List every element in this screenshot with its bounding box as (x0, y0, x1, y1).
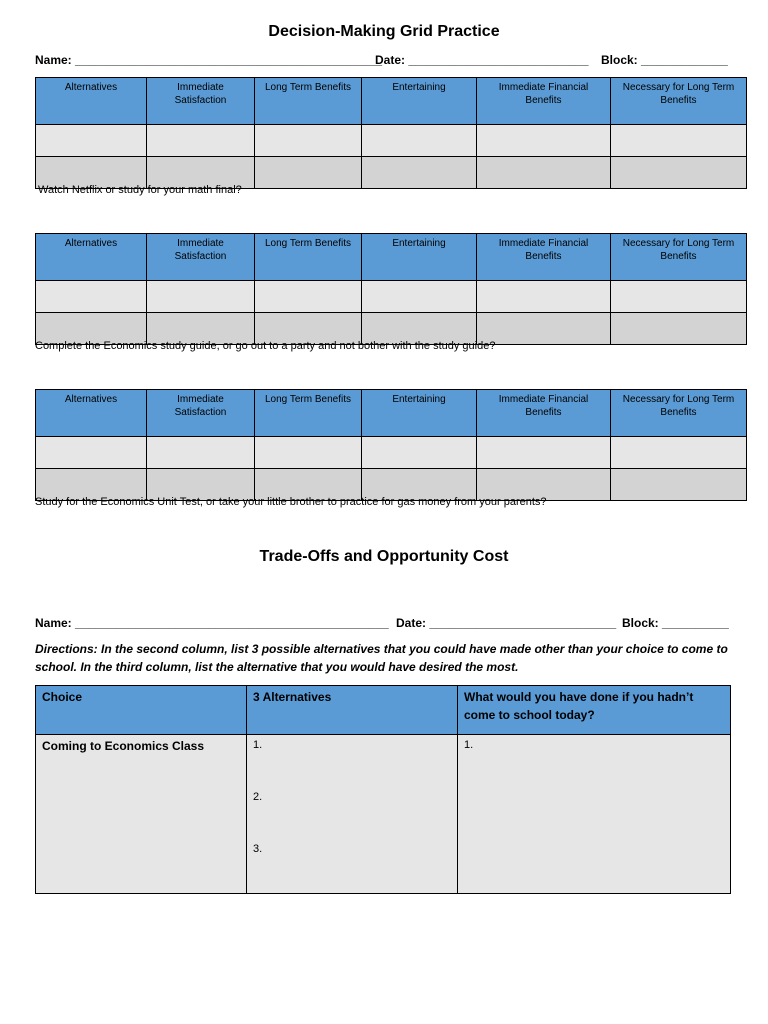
directions-text: Directions: In the second column, list 3 possible alternatives that you could have made other than your choice to come to school. In the third column, list the alternative that you would have desired the most. (35, 642, 728, 674)
grid-cell[interactable] (611, 469, 747, 501)
grid-cell[interactable] (147, 125, 255, 157)
alternative-3-number: 3. (253, 843, 263, 855)
grid-cell[interactable] (362, 281, 477, 313)
name-field[interactable]: Name: ______________________________________________ (35, 53, 383, 67)
alternative-2-number: 2. (253, 791, 263, 803)
column-header-long-term-benefits: Long Term Benefits (255, 234, 362, 281)
column-header-desired-choice: What would you have done if you hadn’t come to school today? (458, 686, 731, 735)
column-header-immediate-financial-benefits: Immediate Financial Benefits (477, 390, 611, 437)
column-header-entertaining: Entertaining (362, 78, 477, 125)
choice-cell (36, 735, 247, 894)
grid-cell[interactable] (255, 281, 362, 313)
grid-cell[interactable] (477, 313, 611, 345)
grid-cell[interactable] (255, 157, 362, 189)
desired-choice-cell[interactable] (458, 735, 731, 894)
grid-cell[interactable] (611, 157, 747, 189)
block-field[interactable]: Block: _____________ (601, 53, 728, 67)
decision-grid-1 (35, 77, 747, 189)
table-row (36, 281, 747, 313)
grid-cell[interactable] (477, 157, 611, 189)
grid-cell[interactable] (147, 281, 255, 313)
table-row (36, 735, 731, 894)
column-header-immediate-satisfaction: Immediate Satisfaction (147, 78, 255, 125)
question-3: Study for the Economics Unit Test, or take your little brother to practice for gas money from your parents? (35, 496, 547, 508)
table-row (36, 125, 747, 157)
grid-cell[interactable] (362, 437, 477, 469)
column-header-entertaining: Entertaining (362, 390, 477, 437)
grid-cell[interactable] (147, 437, 255, 469)
grid-cell[interactable] (611, 313, 747, 345)
grid-cell[interactable] (611, 125, 747, 157)
desired-number: 1. (464, 739, 474, 751)
column-header-necessary-long-term: Necessary for Long Term Benefits (611, 234, 747, 281)
column-header-long-term-benefits: Long Term Benefits (255, 78, 362, 125)
column-header-alternatives: Alternatives (36, 234, 147, 281)
column-header-immediate-financial-benefits: Immediate Financial Benefits (477, 78, 611, 125)
alternative-1-number: 1. (253, 739, 263, 751)
grid-cell[interactable] (611, 281, 747, 313)
block-field[interactable]: Block: __________ (622, 616, 729, 630)
column-header-necessary-long-term: Necessary for Long Term Benefits (611, 390, 747, 437)
grid-cell[interactable] (362, 125, 477, 157)
column-header-entertaining: Entertaining (362, 234, 477, 281)
column-header-alternatives: Alternatives (36, 78, 147, 125)
column-header-immediate-financial-benefits: Immediate Financial Benefits (477, 234, 611, 281)
grid-cell[interactable] (255, 437, 362, 469)
grid-cell[interactable] (611, 437, 747, 469)
column-header-alternatives: Alternatives (36, 390, 147, 437)
column-header-choice: Choice (36, 686, 247, 735)
date-field[interactable]: Date: ___________________________ (375, 53, 589, 67)
grid-cell[interactable] (36, 125, 147, 157)
grid-cell[interactable] (36, 437, 147, 469)
column-header-immediate-satisfaction: Immediate Satisfaction (147, 234, 255, 281)
question-2: Complete the Economics study guide, or go out to a party and not bother with the study guide? (35, 340, 496, 352)
column-header-alternatives: 3 Alternatives (247, 686, 458, 735)
column-header-long-term-benefits: Long Term Benefits (255, 390, 362, 437)
name-field[interactable]: Name: _______________________________________________ (35, 616, 389, 630)
grid-cell[interactable] (36, 281, 147, 313)
trade-off-table (35, 685, 731, 894)
choice-label: Coming to Economics Class (42, 739, 205, 753)
question-1: Watch Netflix or study for your math final? (38, 184, 242, 196)
grid-cell[interactable] (255, 125, 362, 157)
grid-cell[interactable] (477, 281, 611, 313)
table-row (36, 437, 747, 469)
grid-cell[interactable] (477, 437, 611, 469)
alternatives-cell[interactable] (247, 735, 458, 894)
date-field[interactable]: Date: ____________________________ (396, 616, 617, 630)
column-header-immediate-satisfaction: Immediate Satisfaction (147, 390, 255, 437)
grid-cell[interactable] (477, 125, 611, 157)
page-title: Decision-Making Grid Practice (268, 23, 500, 40)
section-title: Trade-Offs and Opportunity Cost (259, 548, 509, 565)
decision-grid-2 (35, 233, 747, 345)
decision-grid-3 (35, 389, 747, 501)
grid-cell[interactable] (362, 157, 477, 189)
column-header-necessary-long-term: Necessary for Long Term Benefits (611, 78, 747, 125)
